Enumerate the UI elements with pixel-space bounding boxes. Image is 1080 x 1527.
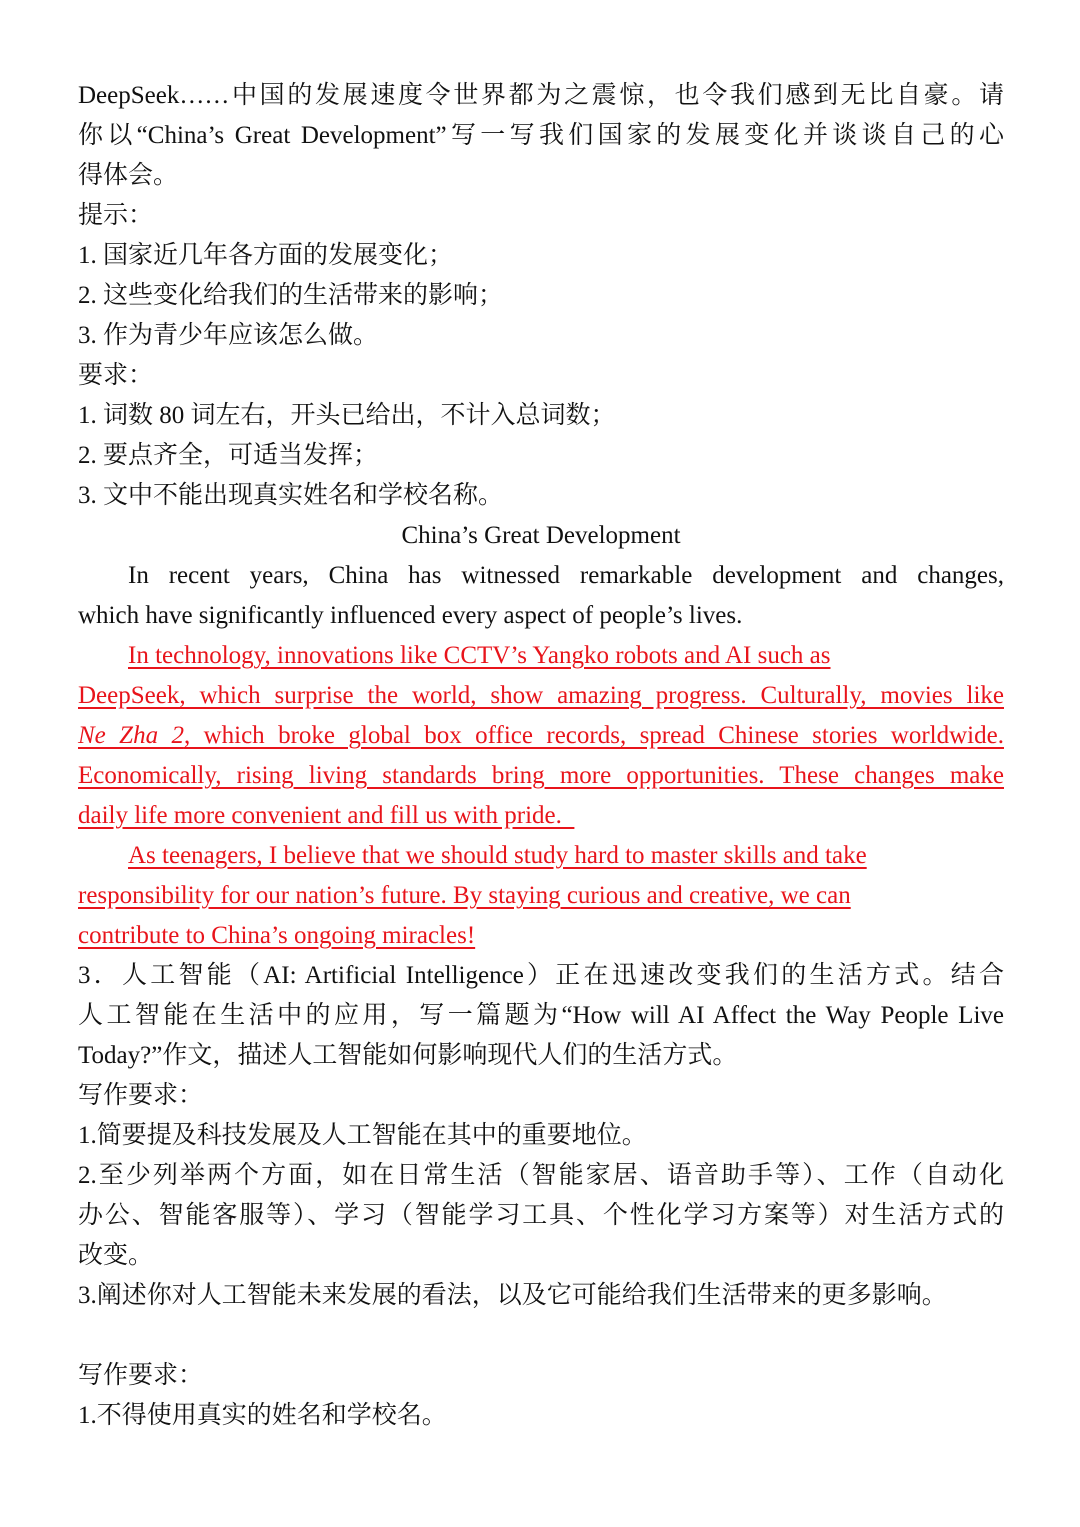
hint-item: 1. 国家近几年各方面的发展变化； (78, 242, 454, 269)
hint-item: 3. 作为青少年应该怎么做。 (78, 322, 379, 349)
essay-paragraph-3-line (78, 836, 1004, 876)
hint-item: 2. 这些变化给我们的生活带来的影响； (78, 282, 504, 309)
requirement-title: 要求： (78, 362, 154, 389)
essay-paragraph-3-line (78, 876, 1004, 916)
essay-paragraph-2-line (78, 796, 1004, 836)
requirement-item: 1. 词数 80 词左右，开头已给出，不计入总词数； (78, 402, 616, 429)
answer-text: As teenagers, I believe that we should study hard to master skills and take (128, 842, 867, 869)
q3-intro-line: Today?”作文，描述人工智能如何影响现代人们的生活方式。 (78, 1042, 738, 1069)
essay-paragraph-2-line (78, 716, 1004, 756)
essay-title: China’s Great Development (401, 522, 681, 549)
writing-requirement-item: 1.简要提及科技发展及人工智能在其中的重要地位。 (78, 1122, 647, 1149)
q2-intro-line: 你以“China’s Great Development”写一写我们国家的发展变化并谈谈自己的心 (78, 122, 1004, 149)
q3-intro-line: 3．人工智能（AI: Artificial Intelligence）正在迅速改变我们的生活方式。结合 (78, 962, 1004, 989)
q3-intro-line: 人工智能在生活中的应用，写一篇题为“How will AI Affect the Way People Live (78, 1002, 1004, 1029)
hint-title: 提示： (78, 202, 154, 229)
answer-text (78, 722, 1004, 749)
blank-gap (78, 1316, 1004, 1356)
document-page (78, 76, 1004, 1436)
essay-paragraph-2-line (78, 756, 1004, 796)
answer-text: responsibility for our nation’s future. By staying curious and creative, we can (78, 882, 851, 909)
answer-text: daily life more convenient and fill us with pride. (78, 802, 575, 829)
essay-paragraph-2-line (78, 676, 1004, 716)
answer-text: In technology, innovations like CCTV’s Yangko robots and AI such as (128, 642, 831, 669)
essay-paragraph-1-line: which have significantly influenced every aspect of people’s lives. (78, 602, 743, 629)
requirement-item: 3. 文中不能出现真实姓名和学校名称。 (78, 482, 504, 509)
writing-requirement-title: 写作要求： (78, 1362, 204, 1389)
essay-paragraph-2-line (78, 636, 1004, 676)
q2-intro-line: 得体会。 (78, 162, 179, 189)
writing-requirement-item: 1.不得使用真实的姓名和学校名。 (78, 1402, 447, 1429)
essay-paragraph-1-line: In recent years, China has witnessed remarkable development and changes, (128, 562, 1004, 589)
writing-requirement-item: 3.阐述你对人工智能未来发展的看法，以及它可能给我们生活带来的更多影响。 (78, 1282, 947, 1309)
requirement-item: 2. 要点齐全，可适当发挥； (78, 442, 379, 469)
q2-intro-line: DeepSeek……中国的发展速度令世界都为之震惊，也令我们感到无比自豪。请 (78, 82, 1004, 109)
movie-title: Ne Zha 2 (78, 722, 184, 749)
answer-text: DeepSeek, which surprise the world, show amazing progress. Culturally, movies like (78, 682, 1004, 709)
answer-text: , which broke global box office records, spread Chinese stories worldwide. (183, 722, 1004, 749)
essay-paragraph-3-line (78, 916, 1004, 956)
writing-requirement-item: 办公、智能客服等）、学习（智能学习工具、个性化学习方案等）对生活方式的 (78, 1202, 1004, 1229)
answer-text: Economically, rising living standards bring more opportunities. These changes make (78, 762, 1004, 789)
writing-requirement-item: 2.至少列举两个方面，如在日常生活（智能家居、语音助手等）、工作（自动化 (78, 1162, 1004, 1189)
writing-requirement-item: 改变。 (78, 1242, 154, 1269)
writing-requirement-title: 写作要求： (78, 1082, 204, 1109)
answer-text: contribute to China’s ongoing miracles! (78, 922, 476, 949)
